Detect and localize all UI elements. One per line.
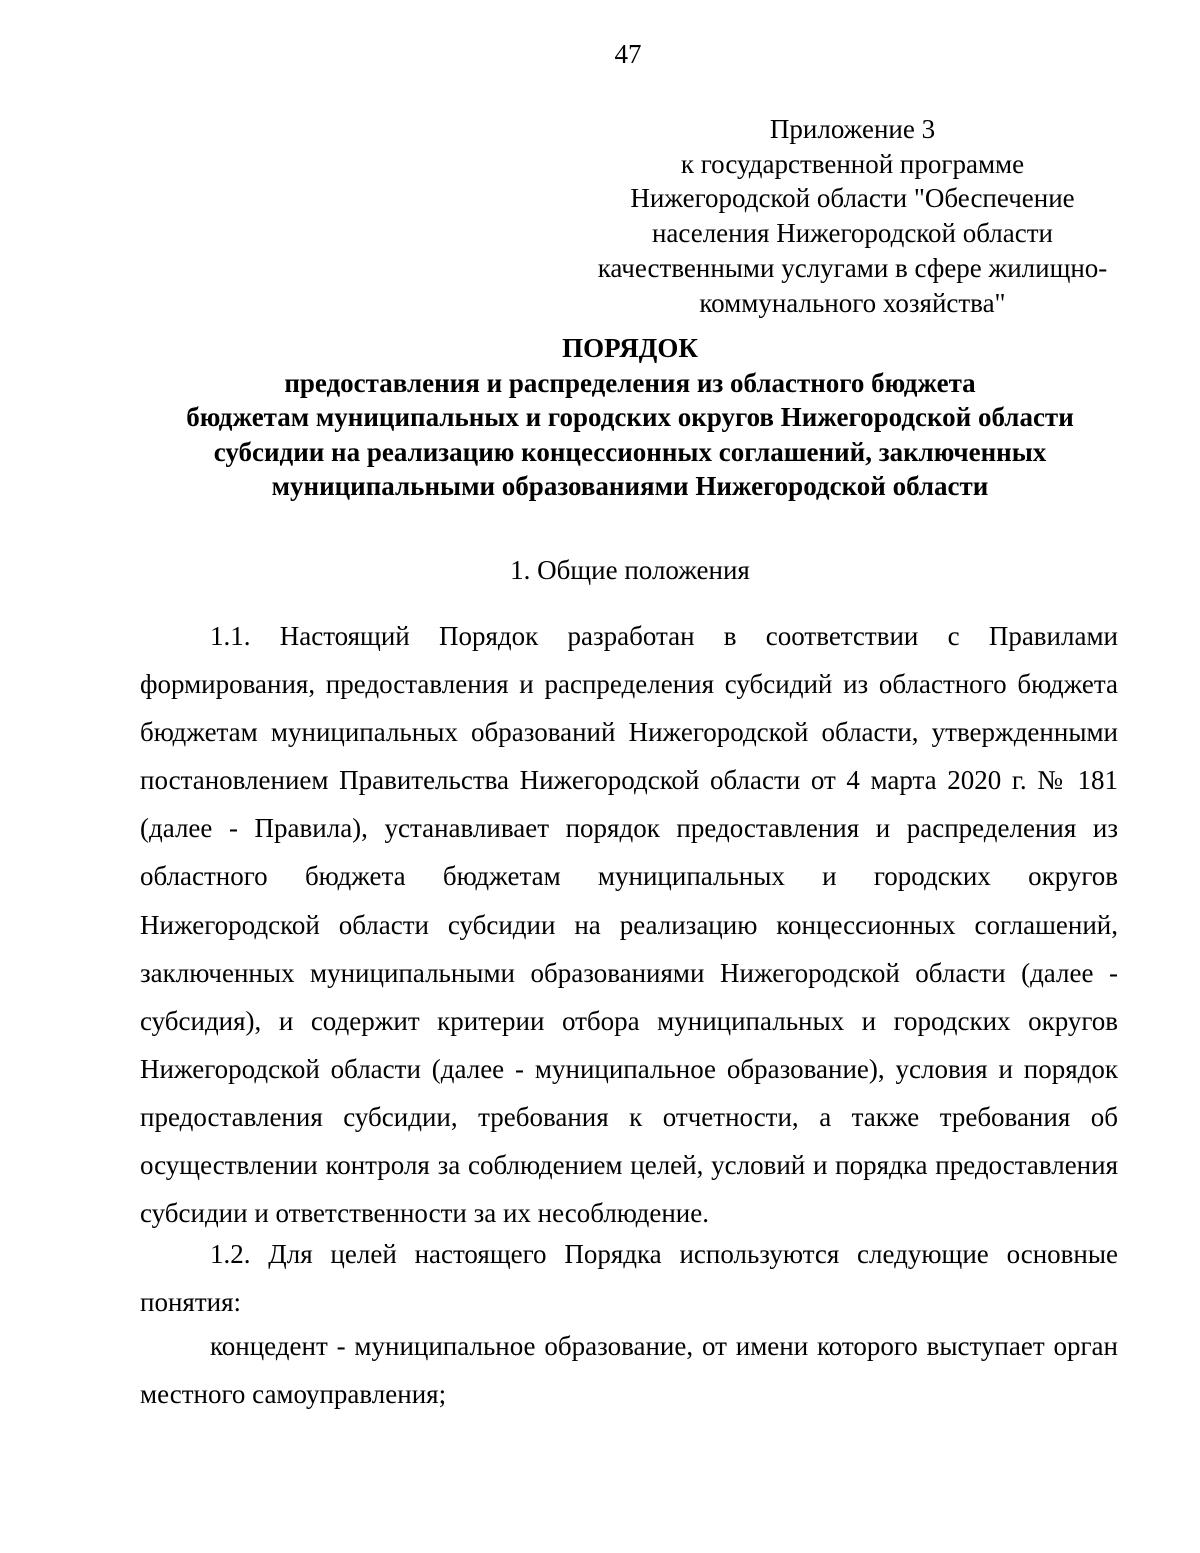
title-line: предоставления и распределения из областного бюджета — [284, 367, 976, 398]
appendix-reference — [580, 112, 1125, 320]
title-heading: ПОРЯДОК — [562, 333, 698, 363]
paragraph-text: 1.2. Для целей настоящего Порядка используются следующие основные понятия: — [140, 1239, 1118, 1317]
paragraph-text: 1.1. Настоящий Порядок разработан в соответствии с Правилами формирования, предоставления и распределения субсидий из областного бюджета бюджетам муниципальных образований Нижегородской области, утвержденными постановлением Правительства Нижегородской области от 4 марта 2020 г. № 181 (далее - Правила), устанавливает порядок предоставления и распределения из областного бюджета бюджетам муниципальных и городских округов Нижегородской области субсидии на реализацию концессионных соглашений, заключенных муниципальными образованиями Нижегородской области (далее - субсидия), и содержит критерии отбора муниципальных и городских округов Нижегородской области (далее - муниципальное образование), условия и порядок предоставления субсидии, требования к отчетности, а также требования об осуществлении контроля за соблюдением целей, условий и порядка предоставления субсидии и ответственности за их несоблюдение. — [140, 621, 1118, 1229]
appendix-line: к государственной программе — [680, 148, 1025, 179]
paragraph-1-1 — [140, 612, 1118, 1237]
title-line: муниципальными образованиями Нижегородской области — [271, 471, 989, 501]
appendix-line: населения Нижегородской области — [651, 218, 1054, 249]
document-title — [140, 331, 1120, 504]
appendix-line: Нижегородской области "Обеспечение — [630, 183, 1075, 214]
paragraph-definition — [140, 1322, 1118, 1418]
paragraph-text: концедент - муниципальное образование, от имени которого выступает орган местного самоуправления; — [140, 1331, 1118, 1409]
title-line: бюджетам муниципальных и городских округов Нижегородской области — [186, 402, 1074, 432]
paragraph-1-2 — [140, 1230, 1118, 1326]
appendix-line: качественными услугами в сфере жилищно- — [597, 252, 1108, 283]
title-line: субсидии на реализацию концессионных соглашений, заключенных — [213, 436, 1047, 467]
page-number: 47 — [614, 39, 642, 69]
section-heading: 1. Общие положения — [510, 555, 750, 585]
appendix-line: коммунального хозяйства" — [699, 287, 1006, 318]
appendix-line: Приложение 3 — [769, 114, 936, 144]
